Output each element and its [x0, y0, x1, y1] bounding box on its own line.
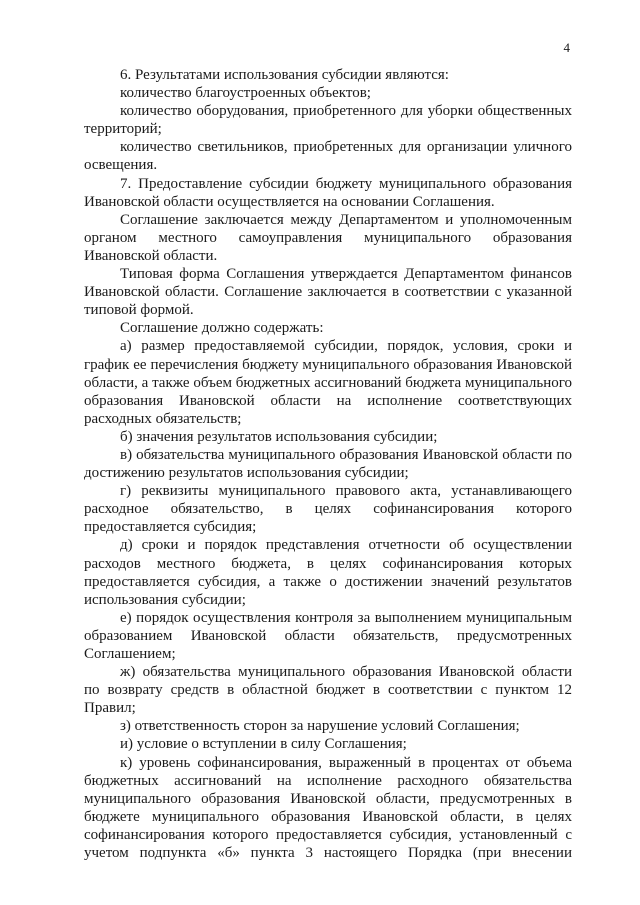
paragraph-item-6-header: 6. Результатами использования субсидии являются:	[120, 67, 449, 83]
paragraph-clause-k: к) уровень софинансирования, выраженный в процентах от объема бюджетных ассигнований на исполнение расходного обязательства муниципального образования Ивановской области, предусмотренных в бюджете муниципального образования Ивановской области, в целях софинансирования которого предоставляется субсидия, установленный с учетом подпункта «б» пункта 3 настоящего Порядка (при внесении	[84, 754, 572, 862]
document-body	[84, 66, 572, 862]
paragraph-clause-d: д) сроки и порядок представления отчетности об осуществлении расходов местного бюджета, в целях софинансирования которых предоставляется субсидия, а также о достижении значений результатов использования субсидии;	[84, 537, 572, 608]
paragraph-result-lamps: количество светильников, приобретенных для организации уличного освещения.	[84, 139, 572, 174]
paragraph-clause-e: е) порядок осуществления контроля за выполнением муниципальным образованием Ивановской области обязательств, предусмотренных Соглашением;	[84, 609, 572, 662]
paragraph-clause-a: а) размер предоставляемой субсидии, порядок, условия, сроки и график ее перечисления бюджету муниципального образования Ивановской области, а также объем бюджетных ассигнований бюджета муниципального образования Ивановской области на исполнение соответствующих расходных обязательств;	[84, 338, 572, 427]
paragraph-agreement-contents: Соглашение должно содержать:	[120, 320, 324, 337]
paragraph-clause-i: и) условие о вступлении в силу Соглашения;	[120, 736, 407, 753]
paragraph-clause-v: в) обязательства муниципального образования Ивановской области по достижению результатов использования субсидии;	[84, 446, 572, 482]
paragraph-result-equipment: количество оборудования, приобретенного для уборки общественных территорий;	[84, 103, 572, 138]
paragraph-clause-zh: ж) обязательства муниципального образования Ивановской области по возврату средств в областной бюджет в соответствии с пунктом 12 Правил;	[84, 664, 572, 717]
paragraph-clause-b: б) значения результатов использования субсидии;	[120, 428, 438, 445]
paragraph-clause-g: г) реквизиты муниципального правового акта, устанавливающего расходное обязательство, в целях софинансирования которого предоставляется субсидия;	[84, 483, 572, 536]
page-number: 4	[563, 40, 570, 55]
paragraph-clause-z: з) ответственность сторон за нарушение условий Соглашения;	[120, 718, 520, 735]
paragraph-result-objects: количество благоустроенных объектов;	[120, 85, 371, 102]
paragraph-item-7: 7. Предоставление субсидии бюджету муниципального образования Ивановской области осуществляется на основании Соглашения.	[84, 175, 572, 210]
paragraph-agreement-parties: Соглашение заключается между Департаментом и уполномоченным органом местного самоуправления муниципального образования Ивановской области.	[84, 211, 572, 264]
paragraph-standard-form: Типовая форма Соглашения утверждается Департаментом финансов Ивановской области. Соглашение заключается в соответствии с указанной типовой формой.	[84, 266, 572, 319]
